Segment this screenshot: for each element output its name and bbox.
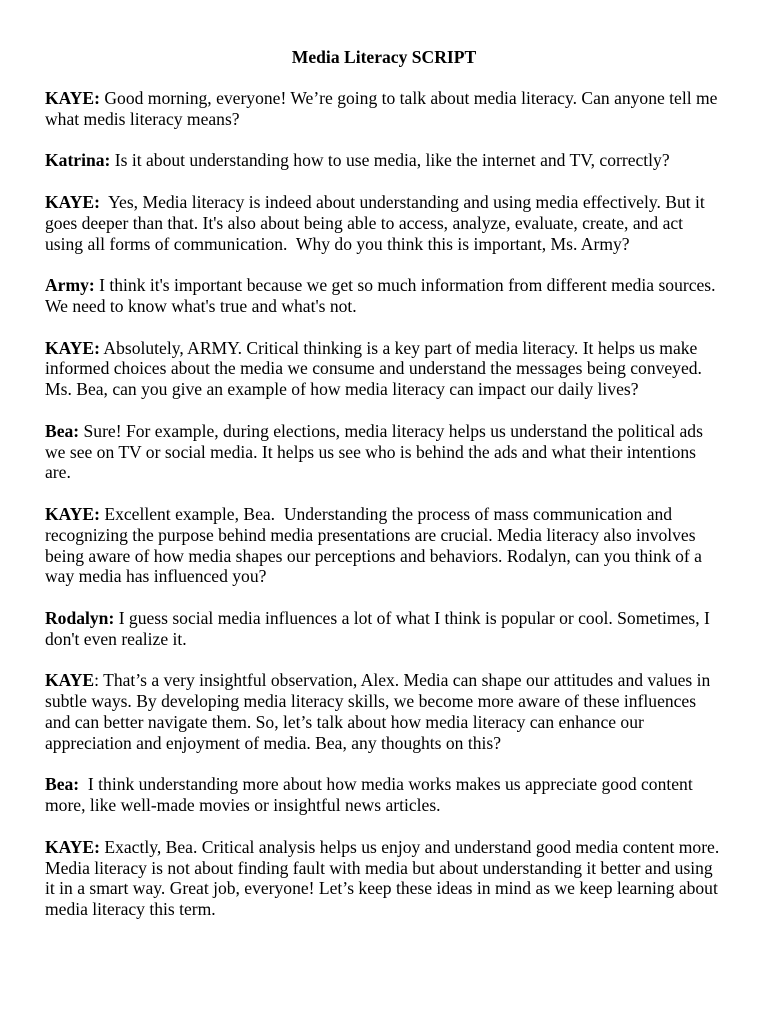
dialogue-line [45,338,723,400]
dialogue-line [45,275,723,317]
dialogue-line [45,670,723,753]
dialogue-text: Yes, Media literacy is indeed about understanding and using media effectively. But it goes deeper than that. It's also about being able to access, analyze, evaluate, create, and act using all forms of communication. Why do you think this is important, Ms. Army? [45,192,710,254]
dialogue-text: I think it's important because we get so much information from different media sources. We need to know what's true and what's not. [45,275,720,317]
dialogue-line [45,192,723,254]
speaker-label-kaye: KAYE: [45,192,100,213]
document-title: Media Literacy SCRIPT [291,46,477,67]
dialogue-line [45,88,723,130]
speaker-label-kaye: KAYE: [45,88,100,109]
speaker-label-kaye: KAYE: [45,504,100,525]
speaker-label-kaye: KAYE: [45,836,100,857]
speaker-label-katrina: Katrina: [45,150,111,171]
dialogue-text: Exactly, Bea. Critical analysis helps us enjoy and understand good media content more. Media literacy is not about finding fault with media but about understanding it better and using it in a smart way. Great job, everyone! Let’s keep these ideas in mind as we keep learning about media literacy this term. [45,836,724,920]
dialogue-line [45,608,723,650]
speaker-label-bea: Bea: [45,774,80,795]
speaker-label-army: Army: [45,275,95,296]
speaker-label-kaye: KAYE [45,670,95,691]
dialogue-text: Sure! For example, during elections, media literacy helps us understand the political ads we see on TV or social media. It helps us see who is behind the ads and what their intentions are. [45,420,708,483]
dialogue-text: : That’s a very insightful observation, Alex. Media can shape our attitudes and values in subtle ways. By developing media literacy skills, we become more aware of these influences and can better navigate them. So, let’s talk about how media literacy can enhance our appreciation and enjoyment of media. Bea, any thoughts on this? [45,670,715,753]
dialogue-line [45,150,723,171]
dialogue-line [45,837,723,920]
speaker-label-kaye: KAYE: [45,337,100,358]
dialogue-text: I guess social media influences a lot of what I think is popular or cool. Sometimes, I don't even realize it. [45,608,715,649]
dialogue-line [45,774,723,816]
dialogue-text: Is it about understanding how to use media, like the internet and TV, correctly? [110,150,670,171]
speaker-label-bea: Bea: [45,420,80,441]
dialogue-line [45,421,723,483]
dialogue-text: Good morning, everyone! We’re going to talk about media literacy. Can anyone tell me what medis literacy means? [45,88,722,129]
dialogue-text: I think understanding more about how media works makes us appreciate good content more, like well-made movies or insightful news articles. [45,774,698,816]
speaker-label-rodalyn: Rodalyn: [45,608,115,629]
dialogue-line [45,504,723,587]
dialogue-text: Excellent example, Bea. Understanding the process of mass communication and recognizing the purpose behind media presentations are crucial. Media literacy also involves being aware of how media shapes our perceptions and behaviors. Rodalyn, can you think of a way media has influenced you? [45,504,707,587]
dialogue-text: Absolutely, ARMY. Critical thinking is a key part of media literacy. It helps us make informed choices about the media we consume and understand the messages being conveyed. Ms. Bea, can you give an example of how media literacy can impact our daily lives? [45,337,707,400]
